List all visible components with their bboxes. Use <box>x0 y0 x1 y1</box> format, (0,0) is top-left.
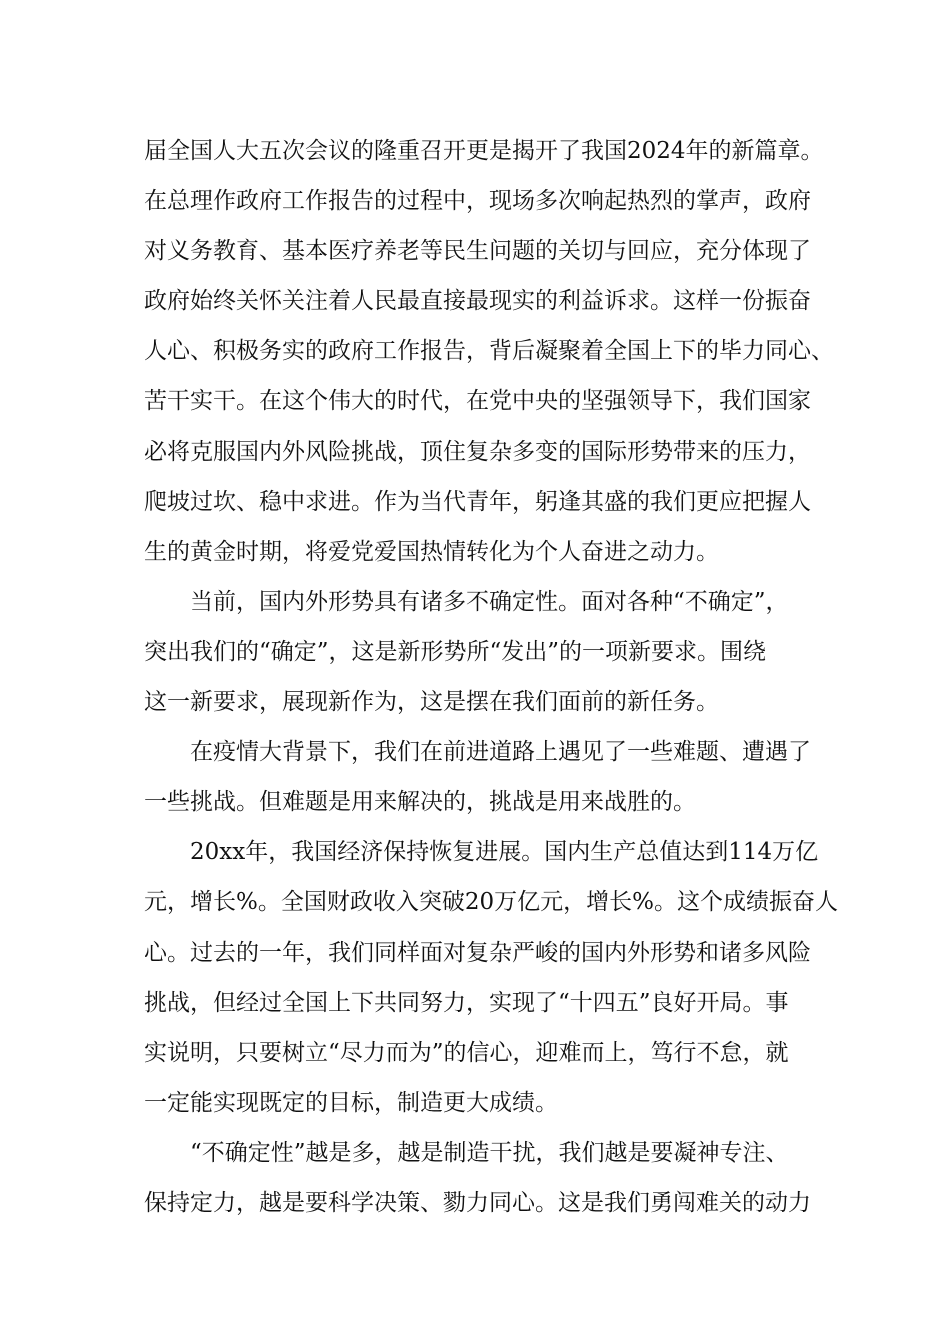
paragraph-first-line: 在疫情大背景下，我们在前进道路上遇见了一些难题、遭遇了 <box>190 739 811 766</box>
text-line: 人心、积极务实的政府工作报告，背后凝聚着全国上下的毕力同心、 <box>144 338 834 365</box>
text-line: 突出我们的“确定”，这是新形势所“发出”的一项新要求。围绕 <box>144 638 767 665</box>
paragraph-first-line: 20xx年，我国经济保持恢复进展。国内生产总值达到114万亿 <box>190 839 819 866</box>
text-line: 在总理作政府工作报告的过程中，现场多次响起热烈的掌声，政府 <box>144 188 811 215</box>
text-line: 心。过去的一年，我们同样面对复杂严峻的国内外形势和诸多风险 <box>144 939 811 966</box>
text-line: 这一新要求，展现新作为，这是摆在我们面前的新任务。 <box>144 689 719 716</box>
text-line: 挑战，但经过全国上下共同努力，实现了“十四五”良好开局。事 <box>144 989 789 1016</box>
paragraph-first-line: “不确定性”越是多，越是制造干扰，我们越是要凝神专注、 <box>190 1139 789 1166</box>
text-line: 保持定力，越是要科学决策、勠力同心。这是我们勇闯难关的动力 <box>144 1189 811 1216</box>
text-line: 一定能实现既定的目标，制造更大成绩。 <box>144 1089 558 1116</box>
text-line: 一些挑战。但难题是用来解决的，挑战是用来战胜的。 <box>144 789 696 816</box>
text-line: 对义务教育、基本医疗养老等民生问题的关切与回应，充分体现了 <box>144 238 811 265</box>
text-line: 生的黄金时期，将爱党爱国热情转化为个人奋进之动力。 <box>144 538 719 565</box>
text-line: 元，增长%。全国财政收入突破20万亿元，增长%。这个成绩振奋人 <box>144 889 838 916</box>
body-text <box>144 126 838 1228</box>
paragraph-first-line: 当前，国内外形势具有诸多不确定性。面对各种“不确定”， <box>190 588 789 615</box>
text-line: 苦干实干。在这个伟大的时代，在党中央的坚强领导下，我们国家 <box>144 388 811 415</box>
text-line: 届全国人大五次会议的隆重召开更是揭开了我国2024年的新篇章。 <box>144 138 824 164</box>
text-line: 政府始终关怀关注着人民最直接最现实的利益诉求。这样一份振奋 <box>144 288 811 315</box>
text-line: 爬坡过坎、稳中求进。作为当代青年，躬逢其盛的我们更应把握人 <box>144 488 811 515</box>
text-line: 实说明，只要树立“尽力而为”的信心，迎难而上，笃行不怠，就 <box>144 1039 789 1066</box>
text-line: 必将克服国内外风险挑战，顶住复杂多变的国际形势带来的压力， <box>144 438 811 465</box>
